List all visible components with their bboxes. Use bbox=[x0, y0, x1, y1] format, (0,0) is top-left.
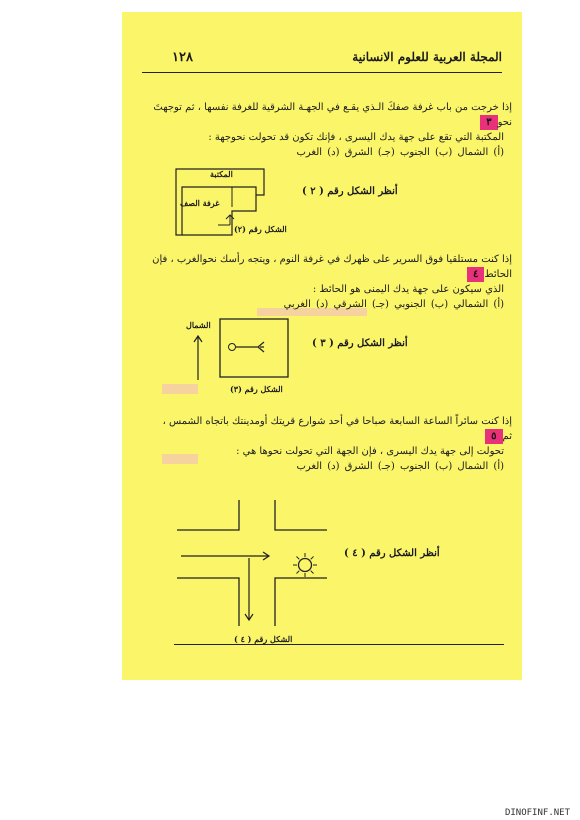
question-5 bbox=[152, 414, 512, 474]
figure-2-room-label: غرفة الصف bbox=[180, 198, 220, 208]
page-header bbox=[142, 48, 502, 70]
figure-3-reference: أنظر الشكل رقم ( ٣ ) bbox=[312, 338, 408, 349]
question-text: الذي سيكون على جهة يدك اليمنى هو الحائط : bbox=[312, 284, 504, 295]
north-arrow bbox=[192, 334, 204, 380]
answer-options: (أ) الشمال (ب) الجنوب (جـ) الشرق (د) الغرب bbox=[296, 147, 504, 158]
question-text: إذا خرجت من باب غرفة صفكَ الـذي يقـع في الجهـة الشرقية للغرفة نفسها ، ثم توجهتَ نحو bbox=[153, 102, 512, 128]
page-number: ١٢٨ bbox=[172, 50, 193, 65]
question-text: المكتبة التي تقع على جهة يدك اليسرى ، فإنك تكون قد تحولت نحوجهة : bbox=[208, 132, 504, 143]
question-number-badge: ٣ bbox=[480, 115, 497, 130]
answer-options: (أ) الشمالي (ب) الجنوبي (جـ) الشرقي (د) الغربي bbox=[283, 299, 504, 310]
figure-2-caption: الشكل رقم (٢) bbox=[234, 224, 287, 234]
figure-3-caption: الشكل رقم (٣) bbox=[230, 384, 283, 394]
question-text: إذا كنت سائراً الساعة السابعة صباحا في أحد شوارع قريتك أومدينتك باتجاه الشمس ، ثم bbox=[162, 416, 512, 442]
figure-4-reference: أنظر الشكل رقم ( ٤ ) bbox=[344, 548, 440, 559]
figure-4-caption: الشكل رقم ( ٤ ) bbox=[234, 634, 293, 644]
figure-2-reference: أنظر الشكل رقم ( ٢ ) bbox=[302, 186, 398, 197]
figure-2-library-label: المكتبة bbox=[210, 169, 233, 179]
question-number-badge: ٥ bbox=[485, 429, 502, 444]
question-3 bbox=[152, 100, 512, 160]
question-text: تحولت إلى جهة يدك اليسرى ، فإن الجهة التي تحولت نحوها هي : bbox=[236, 446, 504, 457]
journal-title: المجلة العربية للعلوم الانسانية bbox=[352, 50, 502, 64]
header-rule bbox=[142, 72, 502, 73]
north-label: الشمال bbox=[186, 320, 211, 330]
bleed-mark bbox=[162, 384, 198, 394]
question-number-badge: ٤ bbox=[467, 267, 484, 282]
question-text: إذا كنت مستلقيا فوق السرير على ظهرك في غرفة النوم ، ويتجه رأسك نحوالغرب ، فإن الحائط bbox=[152, 254, 512, 280]
figure-3-diagram bbox=[218, 317, 290, 379]
question-4 bbox=[152, 252, 512, 312]
answer-options: (أ) الشمال (ب) الجنوب (جـ) الشرق (د) الغرب bbox=[296, 461, 504, 472]
sun-icon bbox=[292, 552, 318, 578]
footer-rule bbox=[174, 644, 504, 645]
watermark: DINOFINF.NET bbox=[504, 808, 570, 818]
document-page bbox=[122, 12, 522, 680]
